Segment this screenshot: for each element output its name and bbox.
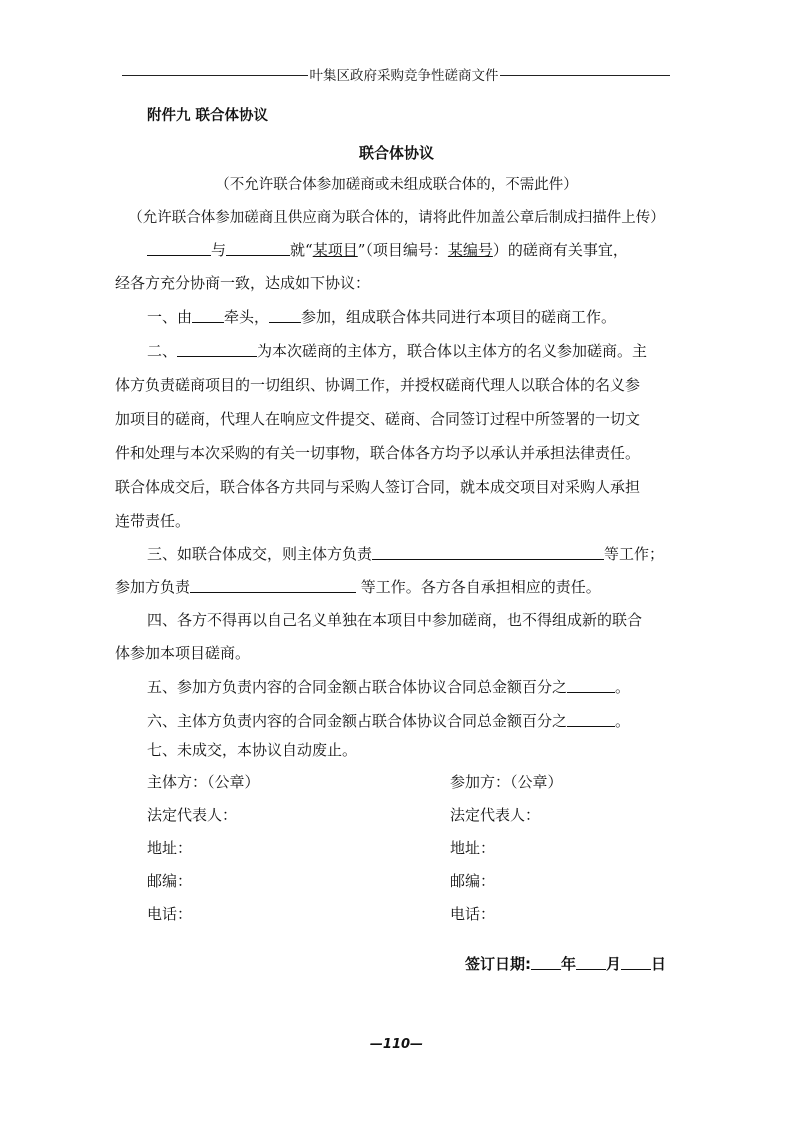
- sign-date: 签订日期: 年 月 日: [465, 955, 667, 973]
- clause-2-line-1: 二、 为本次磋商的主体方，联合体以主体方的名义参加磋商。主: [147, 342, 648, 360]
- party-b-blank: [226, 240, 290, 256]
- note-no-consortium: （不允许联合体参加磋商或未组成联合体的，不需此件）: [215, 177, 578, 193]
- header-rule-right: [500, 75, 670, 76]
- clause-4-line-1: 四、各方不得再以自己名义单独在本项目中参加磋商，也不得组成新的联合: [147, 611, 643, 629]
- page-number: —110—: [369, 1037, 424, 1052]
- intro-line-1: 与 就“某项目”（项目编号：某编号）的磋商有关事宜，: [147, 240, 628, 260]
- day-blank: [621, 954, 651, 970]
- clause-2-line-4: 件和处理与本次采购的有关一切事物，联合体各方均予以承认并承担法律责任。: [115, 444, 641, 462]
- main-party-seal-label: 主体方：（公章）: [147, 773, 260, 791]
- member-party-postcode-label: 邮编：: [450, 872, 496, 890]
- member-party-blank: [269, 307, 301, 323]
- year-blank: [531, 954, 561, 970]
- main-percent-blank: [567, 711, 615, 727]
- clause-2-line-3: 加项目的磋商，代理人在响应文件提交、磋商、合同签订过程中所签署的一切文: [115, 410, 641, 428]
- main-party-blank: [177, 341, 257, 357]
- clause-2-line-5: 联合体成交后，联合体各方共同与采购人签订合同，就本成交项目对采购人承担: [115, 478, 641, 496]
- member-party-duty-blank: [190, 577, 356, 593]
- project-name: 某项目: [312, 241, 358, 259]
- header-rule-left: [122, 75, 308, 76]
- clause-5: 五、参加方负责内容的合同金额占联合体协议合同总金额百分之 。: [147, 678, 631, 696]
- lead-party-blank: [192, 307, 224, 323]
- attachment-heading: 附件九 联合体协议: [147, 108, 269, 124]
- doc-title: 联合体协议: [358, 144, 434, 162]
- clause-3-line-2: 参加方负责 等工作。各方各自承担相应的责任。: [115, 578, 601, 596]
- member-party-address-label: 地址：: [450, 839, 496, 857]
- page-header: [122, 66, 670, 86]
- header-title: 叶集区政府采购竞争性磋商文件: [309, 68, 499, 84]
- party-a-blank: [147, 240, 211, 256]
- main-party-address-label: 地址：: [147, 839, 193, 857]
- member-party-legal-rep-label: 法定代表人：: [450, 806, 541, 824]
- main-party-phone-label: 电话：: [147, 905, 193, 923]
- project-number: 某编号: [447, 241, 493, 259]
- member-party-phone-label: 电话：: [450, 905, 496, 923]
- note-consortium-upload: （允许联合体参加磋商且供应商为联合体的，请将此件加盖公章后制成扫描件上传）: [128, 210, 665, 226]
- clause-1: 一、由 牵头， 参加，组成联合体共同进行本项目的磋商工作。: [147, 308, 617, 326]
- month-blank: [576, 954, 606, 970]
- main-party-legal-rep-label: 法定代表人：: [147, 806, 238, 824]
- clause-4-line-2: 体参加本项目磋商。: [115, 644, 251, 662]
- clause-2-line-2: 体方负责磋商项目的一切组织、协调工作，并授权磋商代理人以联合体的名义参: [115, 376, 641, 394]
- clause-3-line-1: 三、如联合体成交，则主体方负责 等工作；: [147, 545, 665, 563]
- intro-line-2: 经各方充分协商一致，达成如下协议：: [115, 274, 371, 292]
- member-party-seal-label: 参加方：（公章）: [450, 773, 563, 791]
- main-party-duty-blank: [372, 544, 604, 560]
- clause-2-line-6: 连带责任。: [115, 512, 191, 530]
- member-percent-blank: [567, 677, 615, 693]
- clause-6: 六、主体方负责内容的合同金额占联合体协议合同总金额百分之 。: [147, 712, 631, 730]
- clause-7: 七、未成交，本协议自动废止。: [147, 741, 358, 759]
- main-party-postcode-label: 邮编：: [147, 872, 193, 890]
